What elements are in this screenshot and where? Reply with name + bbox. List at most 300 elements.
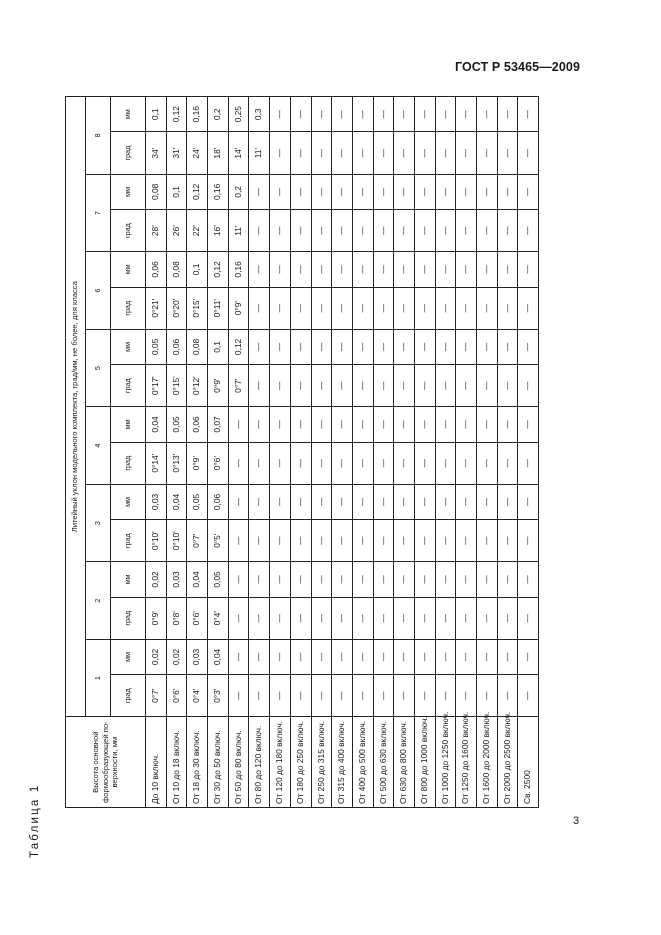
slope-grad-cell: 0°4': [208, 597, 229, 639]
slope-grad-cell: 0°11': [208, 287, 229, 329]
row-height-label: От 315 до 400 включ.: [332, 717, 353, 808]
slope-grad-cell: —: [332, 597, 353, 639]
slope-grad-cell: 11': [228, 210, 249, 252]
slope-grad-cell: —: [373, 365, 394, 407]
slope-grad-cell: 0°9': [146, 597, 167, 639]
table-row: [435, 97, 456, 808]
slope-mm-cell: —: [249, 484, 270, 519]
slope-grad-cell: —: [373, 132, 394, 174]
table-row: [352, 97, 373, 808]
slope-grad-cell: 0°17': [146, 365, 167, 407]
table-row: [497, 97, 518, 808]
slope-mm-cell: —: [270, 562, 291, 597]
slope-mm-cell: —: [249, 252, 270, 287]
slope-mm-cell: 0,08: [146, 174, 167, 209]
slope-mm-cell: —: [352, 174, 373, 209]
slope-mm-cell: 0,03: [166, 562, 187, 597]
slope-mm-cell: 0,06: [208, 484, 229, 519]
slope-mm-cell: —: [311, 174, 332, 209]
header-unit-grad: град: [111, 597, 146, 639]
slope-mm-cell: —: [332, 562, 353, 597]
slope-mm-cell: —: [477, 174, 498, 209]
slope-grad-cell: —: [290, 597, 311, 639]
draft-slope-table: [65, 96, 539, 808]
slope-mm-cell: —: [414, 407, 435, 442]
slope-grad-cell: —: [311, 442, 332, 484]
slope-mm-cell: 0,04: [166, 484, 187, 519]
slope-grad-cell: —: [414, 210, 435, 252]
slope-grad-cell: 0°10': [166, 520, 187, 562]
slope-grad-cell: —: [249, 210, 270, 252]
slope-mm-cell: —: [497, 407, 518, 442]
row-height-label: От 250 до 315 включ.: [311, 717, 332, 808]
slope-mm-cell: 0,04: [146, 407, 167, 442]
header-unit-grad: град: [111, 675, 146, 717]
slope-mm-cell: —: [394, 562, 415, 597]
slope-grad-cell: —: [518, 132, 539, 174]
slope-mm-cell: —: [373, 329, 394, 364]
slope-grad-cell: —: [249, 442, 270, 484]
slope-mm-cell: —: [477, 97, 498, 132]
table-container: [65, 96, 533, 808]
slope-grad-cell: 0°7': [146, 675, 167, 717]
slope-grad-cell: —: [477, 597, 498, 639]
slope-mm-cell: —: [270, 484, 291, 519]
slope-grad-cell: —: [497, 520, 518, 562]
row-height-label: Св. 2500: [518, 717, 539, 808]
table-row: [146, 97, 167, 808]
slope-mm-cell: 0,25: [228, 97, 249, 132]
slope-mm-cell: 0,06: [187, 407, 208, 442]
slope-grad-cell: —: [249, 597, 270, 639]
slope-mm-cell: —: [373, 407, 394, 442]
slope-grad-cell: —: [228, 597, 249, 639]
slope-grad-cell: —: [270, 287, 291, 329]
header-unit-mm: мм: [111, 252, 146, 287]
slope-grad-cell: —: [497, 287, 518, 329]
slope-grad-cell: —: [456, 675, 477, 717]
slope-mm-cell: —: [477, 329, 498, 364]
slope-mm-cell: —: [332, 329, 353, 364]
row-height-label: От 1600 до 2000 включ.: [477, 717, 498, 808]
header-unit-mm: мм: [111, 407, 146, 442]
slope-mm-cell: —: [332, 97, 353, 132]
slope-grad-cell: 14': [228, 132, 249, 174]
slope-grad-cell: 34': [146, 132, 167, 174]
slope-mm-cell: 0,02: [146, 562, 167, 597]
slope-grad-cell: —: [497, 442, 518, 484]
slope-grad-cell: —: [435, 520, 456, 562]
slope-grad-cell: 0°20': [166, 287, 187, 329]
slope-grad-cell: —: [394, 597, 415, 639]
table-row: [249, 97, 270, 808]
slope-mm-cell: —: [394, 329, 415, 364]
slope-mm-cell: —: [518, 639, 539, 674]
slope-mm-cell: 0,03: [187, 639, 208, 674]
slope-grad-cell: —: [456, 210, 477, 252]
slope-mm-cell: —: [332, 252, 353, 287]
slope-mm-cell: —: [435, 562, 456, 597]
row-height-label: От 30 до 50 включ.: [208, 717, 229, 808]
slope-grad-cell: —: [497, 365, 518, 407]
slope-grad-cell: —: [352, 365, 373, 407]
slope-grad-cell: —: [270, 597, 291, 639]
table-row: [373, 97, 394, 808]
slope-grad-cell: —: [435, 597, 456, 639]
slope-grad-cell: —: [270, 675, 291, 717]
slope-mm-cell: —: [497, 562, 518, 597]
row-height-label: От 2000 до 2500 включ.: [497, 717, 518, 808]
slope-grad-cell: —: [373, 675, 394, 717]
slope-grad-cell: —: [497, 210, 518, 252]
slope-grad-cell: —: [290, 365, 311, 407]
slope-grad-cell: —: [456, 365, 477, 407]
table-row: [208, 97, 229, 808]
page-number: 3: [573, 815, 580, 827]
slope-grad-cell: —: [435, 132, 456, 174]
slope-grad-cell: —: [311, 287, 332, 329]
slope-grad-cell: —: [373, 597, 394, 639]
slope-mm-cell: —: [352, 562, 373, 597]
slope-mm-cell: 0,3: [249, 97, 270, 132]
slope-mm-cell: —: [311, 639, 332, 674]
header-class-4: 4: [86, 407, 111, 485]
slope-grad-cell: —: [414, 520, 435, 562]
row-height-label: От 80 до 120 включ.: [249, 717, 270, 808]
slope-grad-cell: —: [228, 520, 249, 562]
slope-mm-cell: 0,04: [187, 562, 208, 597]
slope-grad-cell: 0°9': [228, 287, 249, 329]
header-unit-mm: мм: [111, 562, 146, 597]
slope-grad-cell: —: [497, 597, 518, 639]
header-class-1: 1: [86, 639, 111, 717]
slope-grad-cell: —: [332, 210, 353, 252]
slope-mm-cell: 0,12: [187, 174, 208, 209]
slope-mm-cell: —: [352, 639, 373, 674]
slope-mm-cell: —: [456, 484, 477, 519]
header-slope-title: Литейный уклон модельного комплекта, град/мм, не более, для класса: [66, 97, 86, 717]
slope-grad-cell: —: [373, 442, 394, 484]
table-row: [414, 97, 435, 808]
slope-mm-cell: —: [290, 639, 311, 674]
slope-mm-cell: —: [290, 97, 311, 132]
slope-grad-cell: —: [332, 520, 353, 562]
slope-grad-cell: —: [270, 365, 291, 407]
slope-grad-cell: —: [290, 210, 311, 252]
slope-grad-cell: 0°15': [166, 365, 187, 407]
slope-grad-cell: 0°7': [187, 520, 208, 562]
slope-grad-cell: 0°12': [187, 365, 208, 407]
slope-mm-cell: —: [456, 562, 477, 597]
slope-grad-cell: 28': [146, 210, 167, 252]
slope-grad-cell: 0°21': [146, 287, 167, 329]
slope-grad-cell: —: [352, 132, 373, 174]
header-unit-grad: град: [111, 520, 146, 562]
slope-grad-cell: 11': [249, 132, 270, 174]
slope-mm-cell: 0,06: [166, 329, 187, 364]
row-height-label: От 10 до 18 включ.: [166, 717, 187, 808]
slope-grad-cell: —: [497, 132, 518, 174]
slope-mm-cell: —: [290, 562, 311, 597]
slope-mm-cell: —: [352, 407, 373, 442]
table-row: [477, 97, 498, 808]
header-class-7: 7: [86, 174, 111, 252]
row-height-label: От 400 до 500 включ.: [352, 717, 373, 808]
header-class-3: 3: [86, 484, 111, 562]
slope-mm-cell: —: [228, 484, 249, 519]
slope-grad-cell: —: [311, 365, 332, 407]
slope-mm-cell: —: [249, 329, 270, 364]
slope-grad-cell: —: [373, 520, 394, 562]
slope-mm-cell: —: [456, 174, 477, 209]
slope-grad-cell: 0°6': [187, 597, 208, 639]
slope-mm-cell: —: [332, 407, 353, 442]
row-height-label: От 800 до 1000 включ.: [414, 717, 435, 808]
slope-grad-cell: —: [414, 442, 435, 484]
slope-mm-cell: 0,1: [146, 97, 167, 132]
slope-grad-cell: —: [228, 442, 249, 484]
header-unit-mm: мм: [111, 97, 146, 132]
table-row: [228, 97, 249, 808]
slope-mm-cell: 0,12: [166, 97, 187, 132]
slope-grad-cell: —: [332, 287, 353, 329]
slope-mm-cell: 0,2: [228, 174, 249, 209]
slope-mm-cell: —: [518, 174, 539, 209]
slope-grad-cell: 0°3': [208, 675, 229, 717]
slope-mm-cell: —: [435, 329, 456, 364]
slope-grad-cell: —: [497, 675, 518, 717]
slope-mm-cell: 0,06: [146, 252, 167, 287]
slope-grad-cell: —: [435, 442, 456, 484]
row-height-label: От 120 до 180 включ.: [270, 717, 291, 808]
slope-mm-cell: —: [394, 252, 415, 287]
slope-grad-cell: —: [518, 442, 539, 484]
slope-grad-cell: —: [477, 210, 498, 252]
header-unit-grad: град: [111, 132, 146, 174]
slope-grad-cell: —: [311, 675, 332, 717]
slope-grad-cell: 0°10': [146, 520, 167, 562]
row-height-label: От 630 до 800 включ.: [394, 717, 415, 808]
slope-mm-cell: —: [228, 407, 249, 442]
slope-mm-cell: —: [311, 252, 332, 287]
slope-mm-cell: —: [518, 484, 539, 519]
slope-grad-cell: —: [456, 132, 477, 174]
slope-mm-cell: 0,1: [208, 329, 229, 364]
slope-mm-cell: —: [249, 174, 270, 209]
slope-grad-cell: —: [290, 520, 311, 562]
slope-grad-cell: —: [373, 287, 394, 329]
slope-grad-cell: —: [311, 132, 332, 174]
slope-grad-cell: —: [394, 675, 415, 717]
header-unit-grad: град: [111, 442, 146, 484]
slope-mm-cell: —: [311, 329, 332, 364]
header-class-6: 6: [86, 252, 111, 330]
slope-mm-cell: —: [414, 329, 435, 364]
slope-grad-cell: —: [311, 210, 332, 252]
slope-mm-cell: —: [249, 562, 270, 597]
slope-mm-cell: —: [332, 174, 353, 209]
slope-grad-cell: —: [456, 287, 477, 329]
slope-mm-cell: —: [394, 97, 415, 132]
row-height-label: До 10 включ.: [146, 717, 167, 808]
table-row: [290, 97, 311, 808]
slope-mm-cell: —: [456, 407, 477, 442]
slope-mm-cell: —: [311, 562, 332, 597]
slope-grad-cell: 0°6': [166, 675, 187, 717]
slope-grad-cell: —: [352, 520, 373, 562]
slope-mm-cell: —: [352, 484, 373, 519]
header-class-2: 2: [86, 562, 111, 640]
slope-grad-cell: 18': [208, 132, 229, 174]
slope-grad-cell: —: [352, 675, 373, 717]
slope-mm-cell: —: [414, 97, 435, 132]
slope-mm-cell: 0,04: [208, 639, 229, 674]
slope-grad-cell: —: [414, 287, 435, 329]
slope-grad-cell: —: [518, 210, 539, 252]
slope-mm-cell: —: [352, 329, 373, 364]
slope-mm-cell: —: [518, 562, 539, 597]
slope-grad-cell: 0°5': [208, 520, 229, 562]
slope-mm-cell: 0,16: [228, 252, 249, 287]
slope-mm-cell: 0,05: [146, 329, 167, 364]
row-height-label: От 50 до 80 включ.: [228, 717, 249, 808]
slope-grad-cell: 31': [166, 132, 187, 174]
slope-mm-cell: —: [270, 97, 291, 132]
slope-grad-cell: 0°6': [208, 442, 229, 484]
slope-mm-cell: —: [435, 174, 456, 209]
slope-mm-cell: —: [497, 639, 518, 674]
slope-grad-cell: —: [311, 597, 332, 639]
slope-mm-cell: —: [373, 252, 394, 287]
slope-grad-cell: 0°8': [166, 597, 187, 639]
slope-mm-cell: —: [270, 407, 291, 442]
rotated-table-frame: [65, 96, 533, 808]
table-row: [166, 97, 187, 808]
slope-mm-cell: —: [394, 639, 415, 674]
slope-mm-cell: —: [435, 252, 456, 287]
slope-grad-cell: —: [394, 442, 415, 484]
slope-mm-cell: —: [435, 484, 456, 519]
slope-grad-cell: —: [228, 675, 249, 717]
slope-grad-cell: —: [332, 365, 353, 407]
slope-grad-cell: —: [518, 365, 539, 407]
slope-mm-cell: —: [270, 252, 291, 287]
slope-mm-cell: —: [373, 484, 394, 519]
slope-mm-cell: 0,02: [166, 639, 187, 674]
slope-grad-cell: —: [456, 442, 477, 484]
slope-grad-cell: —: [456, 520, 477, 562]
slope-mm-cell: —: [477, 252, 498, 287]
slope-grad-cell: —: [332, 132, 353, 174]
slope-grad-cell: —: [414, 365, 435, 407]
table-row: [187, 97, 208, 808]
slope-grad-cell: —: [352, 597, 373, 639]
row-height-label: От 180 до 250 включ.: [290, 717, 311, 808]
slope-mm-cell: —: [249, 407, 270, 442]
slope-mm-cell: —: [456, 639, 477, 674]
slope-grad-cell: —: [249, 365, 270, 407]
slope-mm-cell: —: [311, 484, 332, 519]
slope-grad-cell: —: [518, 597, 539, 639]
slope-grad-cell: —: [352, 287, 373, 329]
slope-mm-cell: —: [435, 97, 456, 132]
slope-grad-cell: —: [414, 597, 435, 639]
slope-mm-cell: —: [394, 484, 415, 519]
slope-grad-cell: —: [394, 210, 415, 252]
slope-grad-cell: —: [290, 442, 311, 484]
slope-mm-cell: —: [414, 252, 435, 287]
slope-grad-cell: 0°9': [208, 365, 229, 407]
slope-mm-cell: 0,05: [208, 562, 229, 597]
header-unit-grad: град: [111, 365, 146, 407]
slope-mm-cell: 0,2: [208, 97, 229, 132]
slope-mm-cell: —: [518, 329, 539, 364]
header-class-8: 8: [86, 97, 111, 175]
slope-mm-cell: —: [394, 407, 415, 442]
slope-grad-cell: —: [456, 597, 477, 639]
slope-grad-cell: —: [270, 132, 291, 174]
slope-mm-cell: —: [270, 174, 291, 209]
slope-mm-cell: 0,16: [187, 97, 208, 132]
slope-grad-cell: —: [518, 287, 539, 329]
slope-mm-cell: —: [290, 484, 311, 519]
slope-grad-cell: —: [477, 287, 498, 329]
slope-grad-cell: —: [332, 675, 353, 717]
table-row: [456, 97, 477, 808]
slope-grad-cell: 0°13': [166, 442, 187, 484]
slope-mm-cell: —: [497, 252, 518, 287]
slope-grad-cell: —: [270, 520, 291, 562]
slope-grad-cell: —: [518, 520, 539, 562]
header-unit-mm: мм: [111, 329, 146, 364]
slope-mm-cell: 0,16: [208, 174, 229, 209]
slope-grad-cell: —: [435, 365, 456, 407]
slope-grad-cell: —: [518, 675, 539, 717]
slope-mm-cell: —: [518, 252, 539, 287]
slope-mm-cell: —: [290, 174, 311, 209]
slope-mm-cell: 0,1: [166, 174, 187, 209]
table-row: [311, 97, 332, 808]
slope-mm-cell: —: [373, 639, 394, 674]
document-code: ГОСТ Р 53465—2009: [454, 60, 580, 74]
slope-grad-cell: —: [477, 442, 498, 484]
slope-mm-cell: —: [228, 639, 249, 674]
slope-mm-cell: —: [477, 639, 498, 674]
slope-mm-cell: 0,03: [146, 484, 167, 519]
slope-mm-cell: —: [477, 484, 498, 519]
slope-mm-cell: 0,08: [187, 329, 208, 364]
slope-mm-cell: —: [311, 97, 332, 132]
slope-mm-cell: —: [270, 639, 291, 674]
slope-mm-cell: —: [290, 252, 311, 287]
slope-mm-cell: —: [414, 639, 435, 674]
slope-mm-cell: —: [497, 484, 518, 519]
slope-mm-cell: —: [497, 329, 518, 364]
slope-grad-cell: —: [352, 210, 373, 252]
row-height-label: От 18 до 30 включ.: [187, 717, 208, 808]
header-height-column: Высота основной формообразующей поверхности, мм: [66, 717, 146, 808]
row-height-label: От 1250 до 1600 включ.: [456, 717, 477, 808]
slope-mm-cell: —: [497, 97, 518, 132]
slope-mm-cell: —: [352, 252, 373, 287]
slope-mm-cell: —: [414, 484, 435, 519]
slope-grad-cell: —: [290, 132, 311, 174]
slope-mm-cell: —: [435, 639, 456, 674]
slope-grad-cell: 24': [187, 132, 208, 174]
slope-mm-cell: —: [456, 329, 477, 364]
table-caption: Таблица 1: [29, 783, 41, 858]
slope-grad-cell: —: [249, 520, 270, 562]
